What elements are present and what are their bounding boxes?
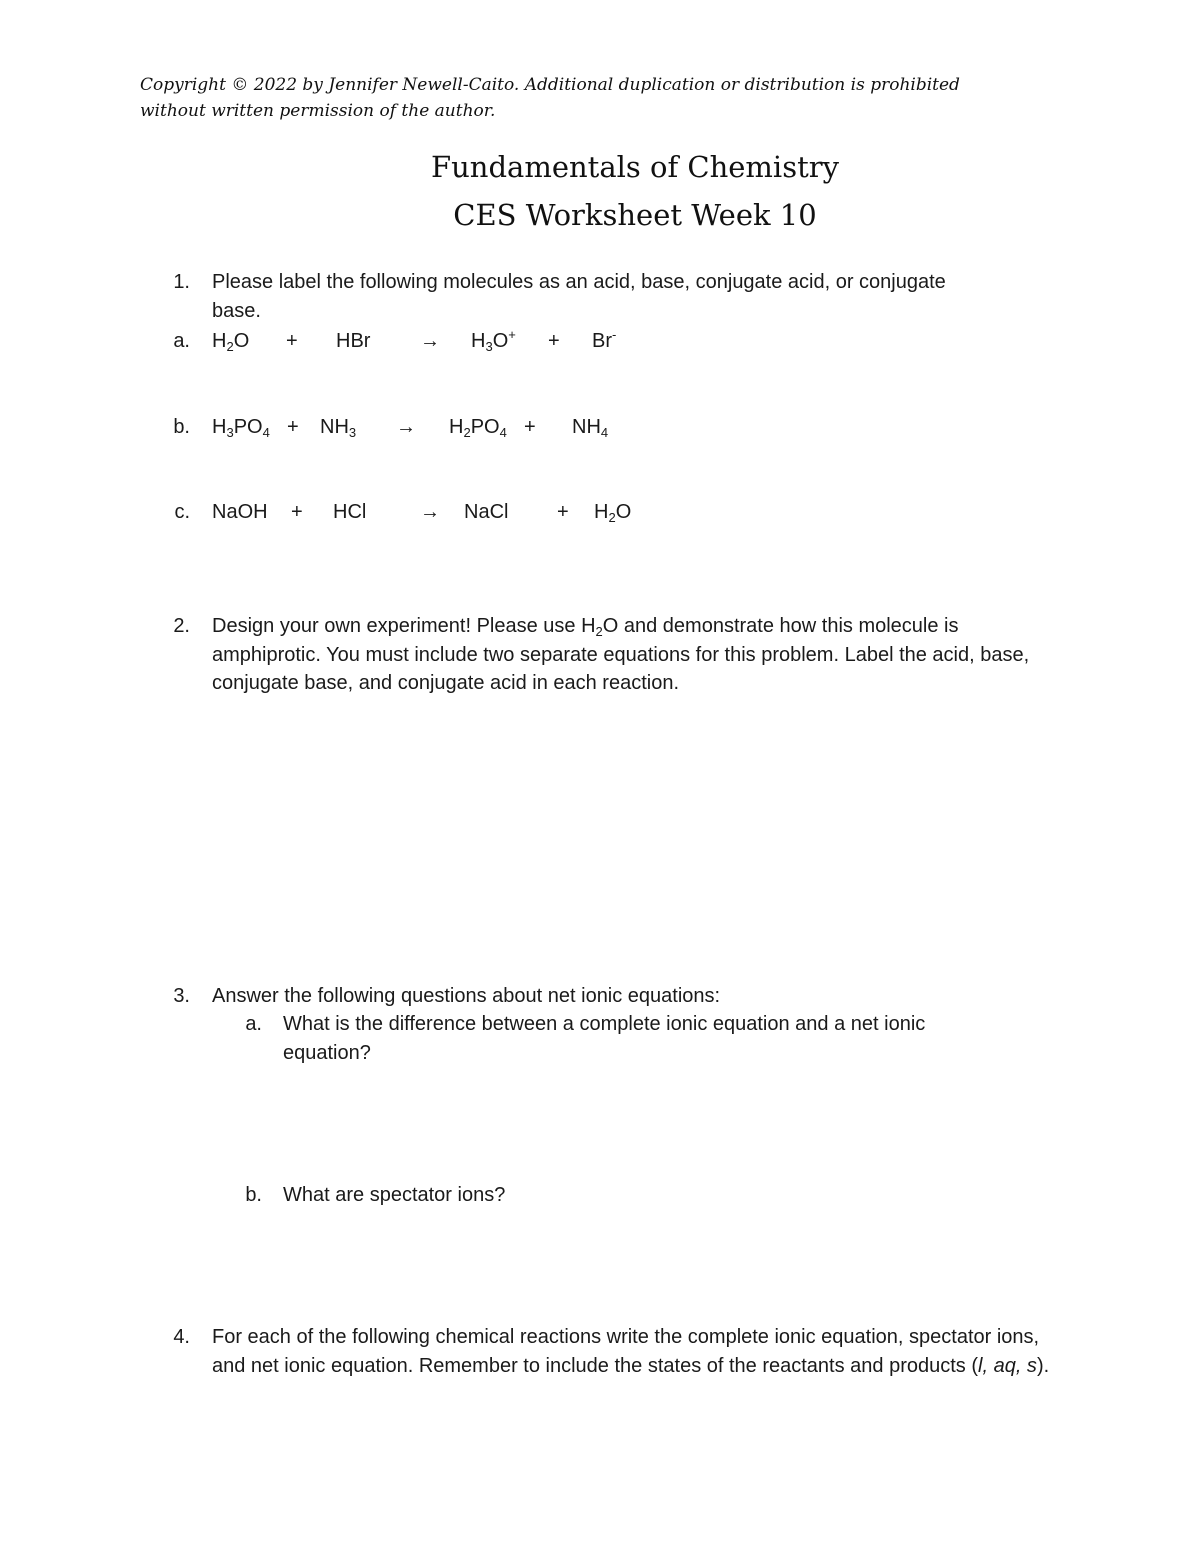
equation-b-term-3: $H_2PO_4$ — [449, 416, 507, 440]
question-3a-label: a. — [245, 1013, 262, 1035]
copyright-notice — [140, 72, 1040, 124]
equation-a-term-1: $H_2O$ — [212, 330, 250, 354]
question-4-states: l, aq, s — [978, 1354, 1037, 1377]
equation-a-arrow: → — [420, 330, 440, 352]
equation-c-term-1: NaOH — [212, 501, 268, 523]
question-2-text: Design your own experiment! Please use $H_2O$ and demonstrate how this molecule is amphiprotic. You must include two separate equations for this problem. Label the acid, base, conjugate base, and conjugate acid in each reaction. — [212, 615, 1030, 694]
equation-b-term-1: $H_3PO_4$ — [212, 416, 270, 440]
equation-a-term-4: Br- — [592, 327, 617, 352]
title-course: Fundamentals of Chemistry — [431, 150, 839, 184]
equation-b-plus-2: + — [524, 416, 536, 438]
equation-b-term-4: $NH_4$ — [572, 416, 609, 440]
question-1-text — [212, 268, 1072, 325]
question-4-number: 4. — [173, 1326, 190, 1348]
question-3a-text: What is the difference between a complete ionic equation and a net ionic equation? — [283, 1013, 926, 1064]
equation-b-arrow: → — [396, 416, 416, 438]
question-2-number: 2. — [173, 615, 190, 637]
equation-c-arrow: → — [420, 501, 440, 523]
copyright-line-2: without written permission of the author. — [140, 101, 496, 121]
equation-b-plus-1: + — [287, 416, 299, 438]
equation-b-term-2: $NH_3$ — [320, 416, 357, 440]
question-1-line-1: Please label the following molecules as an acid, base, conjugate acid, or conjugate — [212, 271, 946, 293]
title-worksheet: CES Worksheet Week 10 — [453, 198, 817, 232]
equation-b-label: b. — [173, 416, 190, 438]
question-3b-label: b. — [245, 1184, 262, 1206]
equation-a-label: a. — [173, 330, 190, 352]
question-3-number: 3. — [173, 985, 190, 1007]
question-4-text: For each of the following chemical reactions write the complete ionic equation, spectator ions, and net ionic equation. Remember to include the states of the reactants and products (l, aq, s). — [212, 1326, 1050, 1377]
question-3-text: Answer the following questions about net ionic equations: — [212, 985, 721, 1007]
equation-a-plus-2: + — [548, 330, 560, 352]
equation-c-term-2: HCl — [333, 501, 367, 523]
equation-c-plus-2: + — [557, 501, 569, 523]
equation-c-term-3: NaCl — [464, 501, 509, 523]
equation-c-plus-1: + — [291, 501, 303, 523]
question-1-number: 1. — [173, 271, 190, 293]
question-3b-text: What are spectator ions? — [283, 1184, 506, 1206]
equation-a-plus-1: + — [286, 330, 298, 352]
equation-c-label: c. — [174, 501, 190, 523]
question-1-line-2: base. — [212, 299, 261, 322]
equation-a-term-2: HBr — [336, 330, 371, 352]
equation-a-term-3: $H_3O^+$ — [471, 327, 516, 354]
equation-c-term-4: $H_2O$ — [594, 501, 632, 525]
copyright-line-1: Copyright © 2022 by Jennifer Newell-Caito. Additional duplication or distribution is prohibited — [140, 75, 960, 95]
